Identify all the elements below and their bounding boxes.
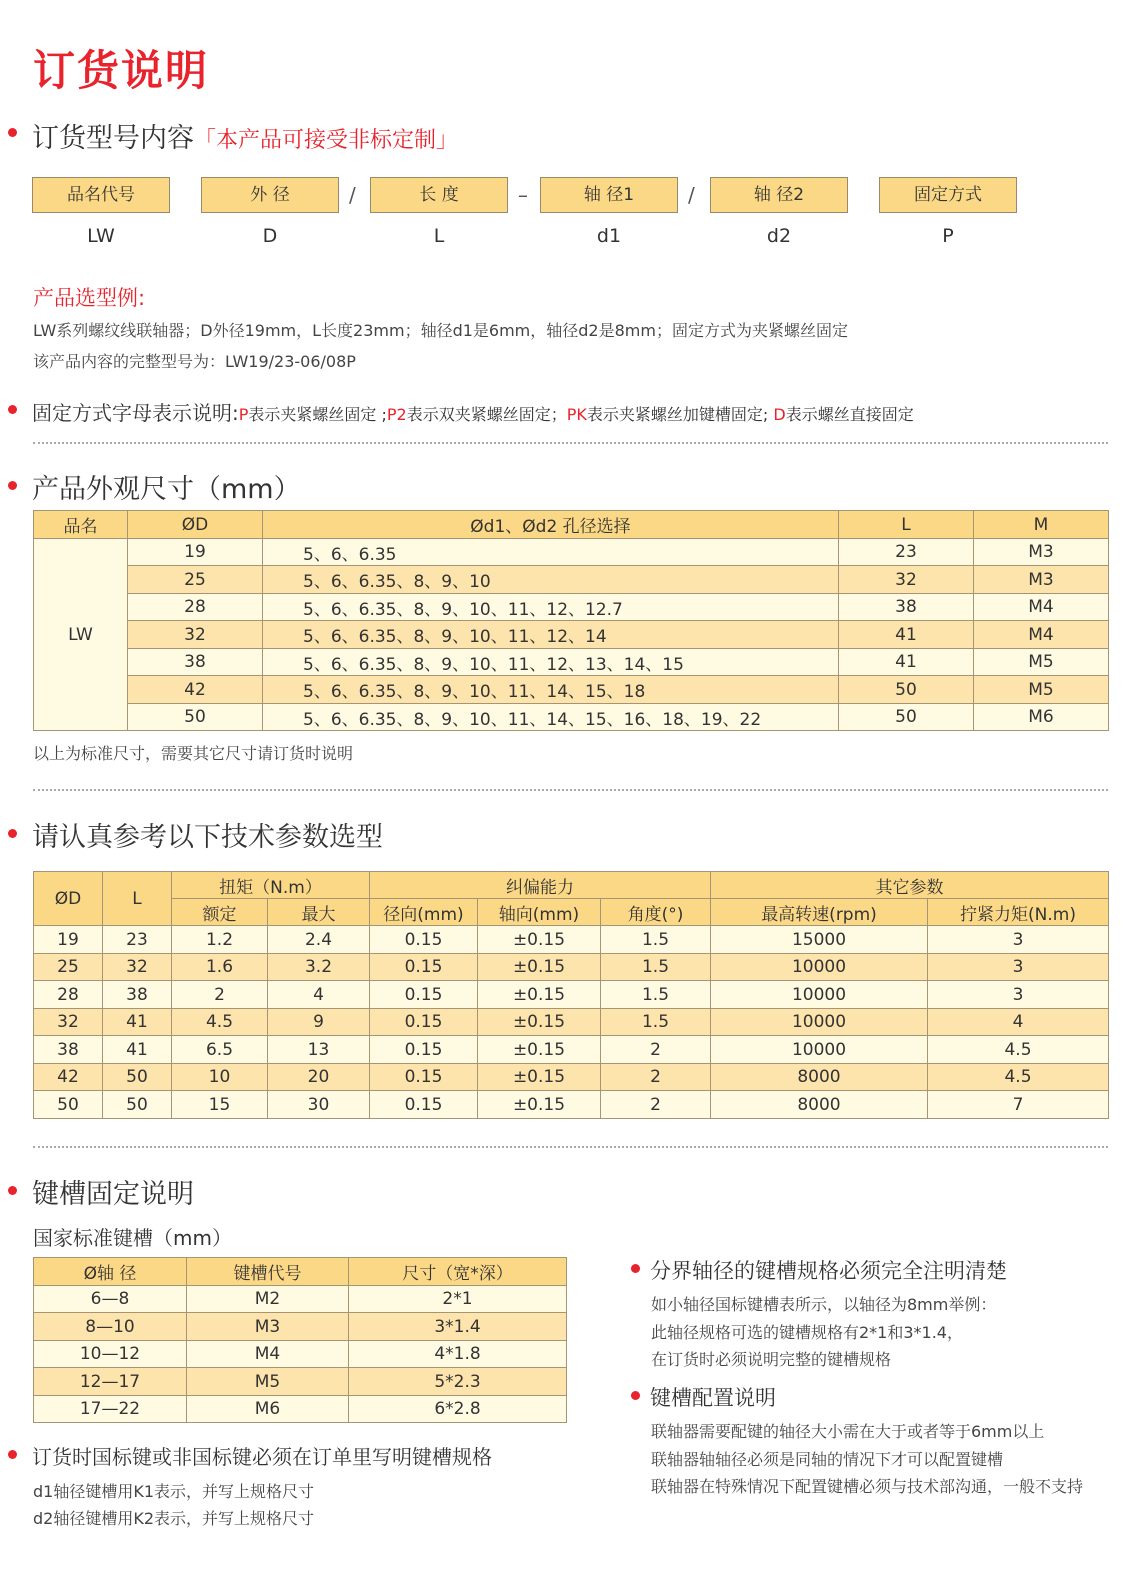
table-cell: 17—22 <box>34 1396 187 1423</box>
table-cell: 50 <box>128 704 263 731</box>
table-cell: 38 <box>103 981 172 1009</box>
column-header: M <box>974 511 1109 539</box>
table-cell: M3 <box>187 1313 349 1341</box>
table-cell: 41 <box>103 1009 172 1036</box>
table-cell: 0.15 <box>370 1036 478 1064</box>
table-cell: 10 <box>172 1064 268 1091</box>
table-cell: 5、6、6.35、8、9、10、11、14、15、16、18、19、22 <box>263 704 839 731</box>
custom-note: 「本产品可接受非标定制」 <box>194 128 459 153</box>
table-cell: 1.5 <box>601 981 711 1009</box>
table-cell: 19 <box>34 926 103 954</box>
table-cell: 4*1.8 <box>349 1341 567 1368</box>
table-cell: ±0.15 <box>478 1091 601 1119</box>
table-cell: 20 <box>268 1064 370 1091</box>
table-cell: 41 <box>839 621 974 649</box>
table-cell: ±0.15 <box>478 954 601 981</box>
table-cell: M5 <box>187 1368 349 1396</box>
table-cell: 5、6、6.35 <box>263 539 839 566</box>
table-cell: 0.15 <box>370 954 478 981</box>
bullet-icon <box>631 1264 640 1273</box>
table-row <box>34 1091 1109 1119</box>
table-cell: 28 <box>128 594 263 621</box>
boundary-line: 此轴径规格可选的键槽规格有2*1和3*1.4， <box>651 1323 963 1342</box>
bullet-icon <box>631 1391 640 1400</box>
table-cell: 8000 <box>711 1064 928 1091</box>
table-cell: 8—10 <box>34 1313 187 1341</box>
table-cell: 41 <box>839 649 974 676</box>
tech-heading: 请认真参考以下技术参数选型 <box>32 822 383 853</box>
column-header: Ød1、Ød2 孔径选择 <box>263 511 839 539</box>
table-cell: 42 <box>34 1064 103 1091</box>
fix-text: 表示螺丝直接固定 <box>785 405 914 424</box>
table-cell: 4 <box>268 981 370 1009</box>
table-cell: 30 <box>268 1091 370 1119</box>
table-cell: 41 <box>103 1036 172 1064</box>
table-cell: 50 <box>103 1064 172 1091</box>
table-cell: 2.4 <box>268 926 370 954</box>
table-row <box>34 539 1109 566</box>
table-cell: ±0.15 <box>478 1064 601 1091</box>
table-cell: 2 <box>601 1064 711 1091</box>
table-cell: 32 <box>103 954 172 981</box>
tech-table <box>33 871 1109 1119</box>
table-row <box>34 926 1109 954</box>
table-cell: 3*1.4 <box>349 1313 567 1341</box>
boundary-line: 如小轴径国标键槽表所示，以轴径为8mm举例： <box>651 1295 997 1314</box>
table-cell: 50 <box>34 1091 103 1119</box>
table-header-row <box>34 899 1109 926</box>
product-cell: LW <box>34 539 128 731</box>
boundary-heading: 分界轴径的键槽规格必须完全注明清楚 <box>650 1259 1007 1283</box>
separator-slash: / <box>688 183 695 207</box>
column-header: 轴向(mm) <box>478 899 601 926</box>
bullet-icon <box>8 405 17 414</box>
table-cell: 4 <box>928 1009 1109 1036</box>
divider <box>33 1146 1108 1148</box>
table-cell: 38 <box>34 1036 103 1064</box>
separator-slash: / <box>349 183 356 207</box>
code-box-bore1: 轴 径1 <box>540 177 678 213</box>
table-cell: M4 <box>187 1341 349 1368</box>
table-cell: M3 <box>974 566 1109 594</box>
code-value: L <box>433 225 445 247</box>
bullet-icon <box>8 128 17 137</box>
table-cell: 4.5 <box>928 1036 1109 1064</box>
table-cell: 5、6、6.35、8、9、10、11、12、13、14、15 <box>263 649 839 676</box>
column-header: ØD <box>128 511 263 539</box>
fix-text: 表示夹紧螺丝固定 ; <box>248 405 387 424</box>
table-row <box>34 1368 567 1396</box>
example-heading: 产品选型例: <box>33 286 146 310</box>
table-cell: M6 <box>187 1396 349 1423</box>
keyway-heading: 键槽固定说明 <box>32 1179 194 1210</box>
column-header: 最大 <box>268 899 370 926</box>
config-line: 联轴器在特殊情况下配置键槽必须与技术部沟通，一般不支持 <box>651 1477 1084 1496</box>
table-cell: 50 <box>839 704 974 731</box>
dimensions-table <box>33 510 1109 731</box>
order-note-line: d1轴径键槽用K1表示，并写上规格尺寸 <box>33 1482 315 1501</box>
table-cell: 2 <box>601 1091 711 1119</box>
column-header: Ø轴 径 <box>34 1258 187 1286</box>
table-cell: 42 <box>128 676 263 704</box>
table-cell: 50 <box>839 676 974 704</box>
table-cell: 5、6、6.35、8、9、10 <box>263 566 839 594</box>
fix-text: 表示双夹紧螺丝固定； <box>406 405 567 424</box>
table-cell: M4 <box>974 621 1109 649</box>
table-cell: ±0.15 <box>478 1009 601 1036</box>
dimensions-note: 以上为标准尺寸，需要其它尺寸请订货时说明 <box>33 744 354 763</box>
column-header: L <box>103 872 172 926</box>
keyway-subheading: 国家标准键槽（mm） <box>33 1226 232 1250</box>
table-cell: 5、6、6.35、8、9、10、11、12、12.7 <box>263 594 839 621</box>
table-row <box>34 594 1109 621</box>
table-cell: ±0.15 <box>478 1036 601 1064</box>
table-cell: 32 <box>34 1009 103 1036</box>
table-cell: M3 <box>974 539 1109 566</box>
code-value: d1 <box>596 225 622 247</box>
table-row <box>34 1313 567 1341</box>
table-cell: 50 <box>103 1091 172 1119</box>
column-header: 品名 <box>34 511 128 539</box>
table-row <box>34 1036 1109 1064</box>
bullet-icon <box>8 829 17 838</box>
column-header: 径向(mm) <box>370 899 478 926</box>
table-cell: 4.5 <box>172 1009 268 1036</box>
code-value: D <box>262 225 278 247</box>
table-row <box>34 1286 567 1313</box>
table-cell: 25 <box>128 566 263 594</box>
table-cell: M4 <box>974 594 1109 621</box>
config-heading: 键槽配置说明 <box>650 1386 776 1410</box>
fix-letter: D <box>773 405 786 424</box>
table-cell: 2 <box>601 1036 711 1064</box>
table-cell: 32 <box>128 621 263 649</box>
column-header: ØD <box>34 872 103 926</box>
table-cell: 10000 <box>711 981 928 1009</box>
table-cell: 3 <box>928 954 1109 981</box>
page-title: 订货说明 <box>33 46 210 95</box>
table-cell: 13 <box>268 1036 370 1064</box>
table-row <box>34 1396 567 1423</box>
table-cell: 38 <box>128 649 263 676</box>
order-note-line: d2轴径键槽用K2表示，并写上规格尺寸 <box>33 1509 315 1528</box>
table-cell: 19 <box>128 539 263 566</box>
divider <box>33 442 1108 444</box>
table-cell: 0.15 <box>370 1064 478 1091</box>
code-value: LW <box>87 225 115 247</box>
table-cell: M5 <box>974 676 1109 704</box>
column-header: 最高转速(rpm) <box>711 899 928 926</box>
table-cell: 8000 <box>711 1091 928 1119</box>
column-header: 角度(°) <box>601 899 711 926</box>
code-box-fixing: 固定方式 <box>879 177 1017 213</box>
table-row <box>34 981 1109 1009</box>
table-header-row <box>34 511 1109 539</box>
table-cell: 1.6 <box>172 954 268 981</box>
table-cell: 2 <box>172 981 268 1009</box>
bullet-icon <box>8 481 17 490</box>
fix-letter: P2 <box>386 405 407 424</box>
table-cell: 6.5 <box>172 1036 268 1064</box>
column-header: 额定 <box>172 899 268 926</box>
order-model-title: 订货型号内容 <box>32 123 194 154</box>
column-header: 尺寸（宽*深） <box>349 1258 567 1286</box>
table-row <box>34 676 1109 704</box>
table-cell: M5 <box>974 649 1109 676</box>
table-row <box>34 1341 567 1368</box>
table-cell: 0.15 <box>370 1091 478 1119</box>
table-row <box>34 649 1109 676</box>
table-cell: 23 <box>839 539 974 566</box>
fix-text: 表示夹紧螺丝加键槽固定; <box>586 405 774 424</box>
column-header: L <box>839 511 974 539</box>
code-box-product: 品名代号 <box>32 177 170 213</box>
separator-dash: – <box>518 183 528 207</box>
column-group-header: 其它参数 <box>711 872 1109 899</box>
bullet-icon <box>8 1450 17 1459</box>
table-header-row <box>34 1258 567 1286</box>
column-group-header: 纠偏能力 <box>370 872 711 899</box>
table-cell: 15000 <box>711 926 928 954</box>
divider <box>33 789 1108 791</box>
example-line: 该产品内容的完整型号为：LW19/23-06/08P <box>33 352 356 371</box>
table-cell: M2 <box>187 1286 349 1313</box>
example-line: LW系列螺纹线联轴器；D外径19mm，L长度23mm；轴径d1是6mm，轴径d2是8mm；固定方式为夹紧螺丝固定 <box>33 321 848 340</box>
table-cell: 5、6、6.35、8、9、10、11、12、14 <box>263 621 839 649</box>
table-header-row <box>34 872 1109 899</box>
order-model-heading <box>32 116 458 155</box>
table-cell: ±0.15 <box>478 981 601 1009</box>
config-line: 联轴器轴轴径必须是同轴的情况下才可以配置键槽 <box>651 1450 1004 1469</box>
table-cell: 28 <box>34 981 103 1009</box>
table-cell: 1.5 <box>601 926 711 954</box>
table-cell: 3 <box>928 926 1109 954</box>
code-value: P <box>942 225 954 247</box>
table-row <box>34 621 1109 649</box>
table-cell: 10000 <box>711 954 928 981</box>
config-line: 联轴器需要配键的轴径大小需在大于或者等于6mm以上 <box>651 1422 1045 1441</box>
fix-legend-heading: 固定方式字母表示说明: <box>32 401 239 425</box>
table-cell: 10000 <box>711 1036 928 1064</box>
table-cell: 10—12 <box>34 1341 187 1368</box>
order-note-heading: 订货时国标键或非国标键必须在订单里写明键槽规格 <box>32 1445 492 1469</box>
fix-letter: P <box>238 405 249 424</box>
table-cell: 32 <box>839 566 974 594</box>
table-cell: 9 <box>268 1009 370 1036</box>
table-cell: 23 <box>103 926 172 954</box>
fix-legend <box>32 397 914 426</box>
code-value: d2 <box>766 225 792 247</box>
code-box-outer-diameter: 外 径 <box>201 177 339 213</box>
table-cell: 1.2 <box>172 926 268 954</box>
table-cell: 6*2.8 <box>349 1396 567 1423</box>
code-box-bore2: 轴 径2 <box>710 177 848 213</box>
keyway-table <box>33 1257 567 1423</box>
table-cell: 0.15 <box>370 926 478 954</box>
table-cell: 10000 <box>711 1009 928 1036</box>
table-cell: 0.15 <box>370 981 478 1009</box>
table-cell: 25 <box>34 954 103 981</box>
table-cell: 5*2.3 <box>349 1368 567 1396</box>
table-cell: 1.5 <box>601 954 711 981</box>
table-cell: 12—17 <box>34 1368 187 1396</box>
table-cell: 3.2 <box>268 954 370 981</box>
table-cell: ±0.15 <box>478 926 601 954</box>
boundary-line: 在订货时必须说明完整的键槽规格 <box>651 1350 892 1369</box>
column-group-header: 扭矩（N.m） <box>172 872 370 899</box>
column-header: 键槽代号 <box>187 1258 349 1286</box>
table-cell: 0.15 <box>370 1009 478 1036</box>
table-cell: 5、6、6.35、8、9、10、11、14、15、18 <box>263 676 839 704</box>
code-box-length: 长 度 <box>370 177 508 213</box>
table-row <box>34 1064 1109 1091</box>
table-cell: 1.5 <box>601 1009 711 1036</box>
table-row <box>34 704 1109 731</box>
fix-letter: PK <box>566 405 587 424</box>
table-cell: 38 <box>839 594 974 621</box>
column-header: 拧紧力矩(N.m) <box>928 899 1109 926</box>
table-cell: 3 <box>928 981 1109 1009</box>
table-cell: 2*1 <box>349 1286 567 1313</box>
table-row <box>34 1009 1109 1036</box>
table-row <box>34 954 1109 981</box>
dimensions-heading: 产品外观尺寸（mm） <box>32 474 301 505</box>
table-cell: 7 <box>928 1091 1109 1119</box>
table-cell: 6—8 <box>34 1286 187 1313</box>
table-cell: M6 <box>974 704 1109 731</box>
table-cell: 15 <box>172 1091 268 1119</box>
table-row <box>34 566 1109 594</box>
bullet-icon <box>8 1186 17 1195</box>
table-cell: 4.5 <box>928 1064 1109 1091</box>
